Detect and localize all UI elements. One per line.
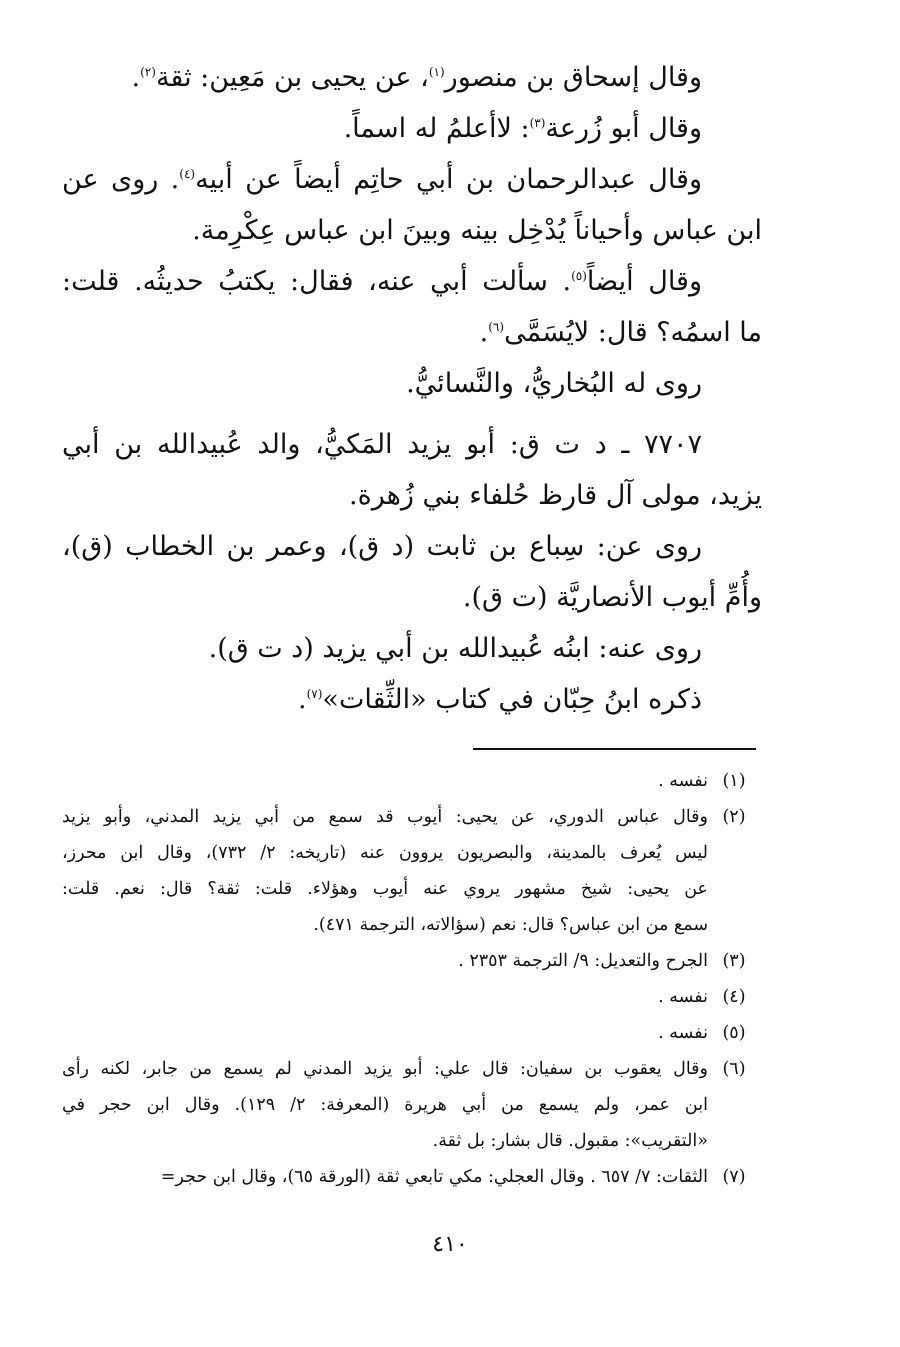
paragraph-ibn-mansur — [62, 52, 762, 103]
footnote-ref-1[interactable]: (١) — [428, 65, 445, 79]
footnote-line: عن يحيى: شيخ مشهور يروي عنه أيوب وهؤلاء. قلت: ثقة؟ قال: نعم. قلت: — [62, 879, 708, 899]
text-segment: . — [131, 62, 141, 93]
narrated-by: روى عنه: ابنُه عُبيدالله بن أبي يزيد (د ت ق). — [208, 633, 702, 664]
footnote-ref-2[interactable]: (٢) — [140, 65, 156, 79]
paragraph-abu-zura — [62, 103, 762, 154]
paragraph-ibn-abi-hatim-line2: ابن عباس وأحياناً يُدْخِل بينه وبينَ ابن عباس عِكْرِمة. — [192, 215, 762, 246]
entry-heading-line1: ٧٧٠٧ ـ د ت ق: أبو يزيد المَكيُّ، والد عُبيدالله بن أبي — [62, 429, 702, 460]
paragraph-rawa-lahu: روى له البُخاريُّ، والنَّسائيُّ. — [406, 368, 702, 399]
text-segment: وقال إسحاق بن منصور — [444, 62, 702, 93]
footnote-4 — [62, 982, 760, 1018]
text-segment: . — [298, 684, 307, 715]
footnote-ref-5[interactable]: (٥) — [571, 269, 587, 283]
paragraph-ibn-abi-hatim-line1 — [62, 154, 762, 205]
footnote-1 — [62, 766, 760, 802]
footnote-line: الجرح والتعديل: ٩/ الترجمة ٢٣٥٣ . — [458, 951, 708, 971]
footnote-number: (٧) — [722, 1167, 746, 1187]
footnote-separator — [473, 748, 756, 750]
footnotes — [62, 766, 760, 1198]
footnote-5 — [62, 1018, 760, 1054]
text-segment: ، عن يحيى بن مَعِين: ثقة — [155, 62, 429, 93]
text-segment: وقال عبدالرحمان بن أبي حاتِم أيضاً عن أبيه — [195, 164, 702, 195]
paragraph-asked-father-line1 — [62, 256, 762, 307]
footnote-number: (٣) — [722, 951, 746, 971]
footnote-line: نفسه . — [658, 987, 708, 1007]
main-text — [62, 52, 762, 725]
footnote-number: (٤) — [722, 987, 746, 1007]
footnote-line: وقال عباس الدوري، عن يحيى: أيوب قد سمع من أبي يزيد المدني، وأبو يزيد — [62, 807, 708, 827]
text-segment: : لاأعلمُ له اسماً. — [343, 113, 530, 144]
ibn-hibban-mention — [62, 674, 762, 725]
text-segment: . سألت أبي عنه، فقال: يكتبُ حديثُه. قلت: — [62, 266, 572, 297]
footnote-line: نفسه . — [658, 1023, 708, 1043]
footnote-ref-6[interactable]: (٦) — [488, 320, 505, 334]
footnote-2 — [62, 802, 760, 946]
text-segment: وقال أيضاً — [586, 266, 702, 297]
entry-heading-line2: يزيد، مولى آل قارظ حُلفاء بني زُهرة. — [349, 480, 762, 511]
page-number: ٤١٠ — [432, 1232, 468, 1257]
footnote-line: ابن عمر، ولم يسمع من أبي هريرة (المعرفة: ٢/ ١٢٩). وقال ابن حجر في — [62, 1095, 708, 1115]
footnote-line: «التقريب»: مقبول. قال بشار: بل ثقة. — [432, 1131, 708, 1151]
narrated-from-line2: وأُمِّ أيوب الأنصاريَّة (ت ق). — [462, 582, 762, 613]
footnote-6 — [62, 1054, 760, 1162]
narrated-from-line1: روى عن: سِباع بن ثابت (د ق)، وعمر بن الخطاب (ق)، — [62, 531, 702, 562]
footnote-7 — [62, 1162, 760, 1198]
text-segment: ما اسمُه؟ قال: لايُسَمَّى — [504, 317, 762, 348]
footnote-3 — [62, 946, 760, 982]
text-segment: . — [479, 317, 489, 348]
text-segment: ذكره ابنُ حِبّان في كتاب «الثِّقات» — [322, 684, 702, 715]
footnote-ref-7[interactable]: (٧) — [306, 687, 323, 701]
footnote-line: سمع من ابن عباس؟ قال: نعم (سؤالاته، الترجمة ٤٧١). — [313, 915, 708, 935]
footnote-line: الثقات: ٧/ ٦٥٧ . وقال العجلي: مكي تابعي ثقة (الورقة ٦٥)، وقال ابن حجر= — [160, 1167, 708, 1187]
paragraph-asked-father-line2 — [62, 307, 762, 358]
footnote-number: (١) — [722, 771, 746, 791]
footnote-line: نفسه . — [658, 771, 708, 791]
footnote-ref-4[interactable]: (٤) — [179, 167, 196, 181]
text-segment: . روى عن — [62, 164, 180, 195]
text-segment: وقال أبو زُرعة — [545, 113, 702, 144]
footnote-number: (٦) — [722, 1059, 746, 1079]
footnote-ref-3[interactable]: (٣) — [529, 116, 546, 130]
footnote-number: (٢) — [722, 807, 746, 827]
footnote-number: (٥) — [722, 1023, 746, 1043]
footnote-line: ليس يُعرف بالمدينة، والبصريون يروون عنه (تاريخه: ٢/ ٧٣٢)، وقال ابن محرز، — [62, 843, 708, 863]
footnote-line: وقال يعقوب بن سفيان: قال علي: أبو يزيد المدني لم يسمع من جابر، لكنه رأى — [62, 1059, 708, 1079]
